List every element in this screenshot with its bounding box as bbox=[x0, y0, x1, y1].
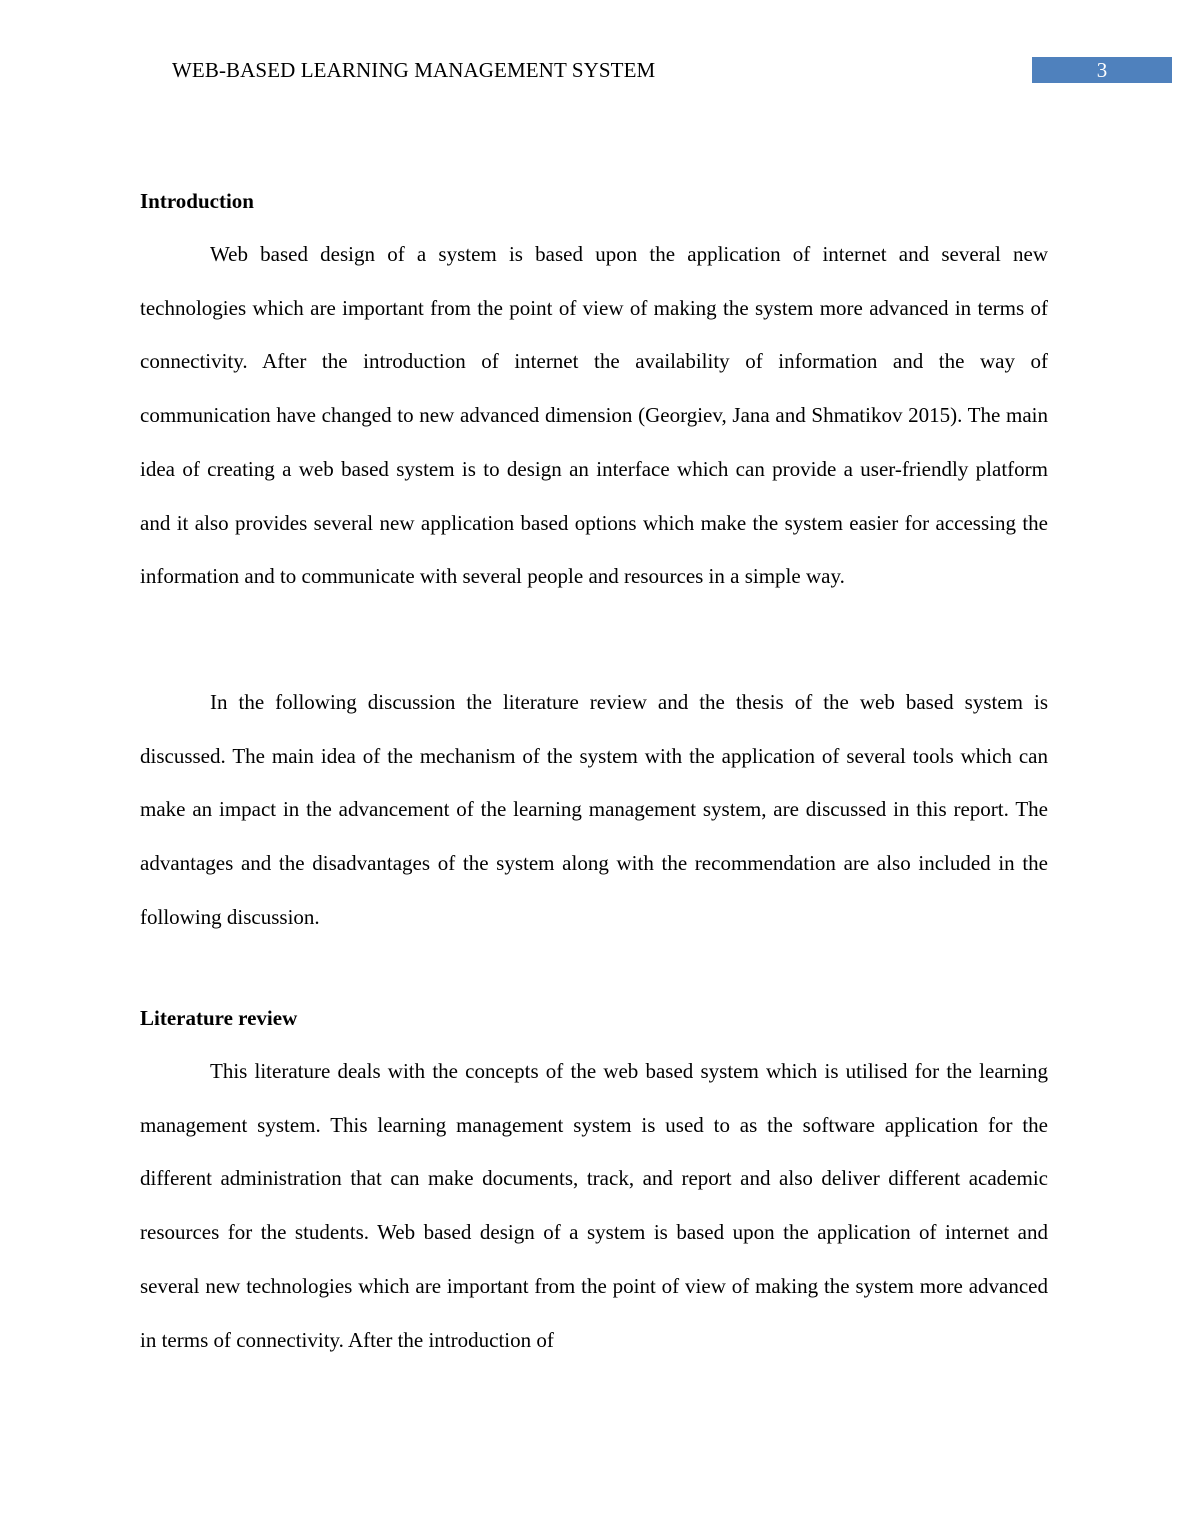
literature-review-heading: Literature review bbox=[140, 1006, 298, 1030]
introduction-paragraph-1: Web based design of a system is based upon the application of internet and several new technologies which are important from the point of view of making the system more advanced in terms of connectivity. After the introduction of internet the availability of information and the way of communication have changed to new advanced dimension (Georgiev, Jana and Shmatikov 2015). The main idea of creating a web based system is to design an interface which can provide a user-friendly platform and it also provides several new application based options which make the system easier for accessing the information and to communicate with several people and resources in a simple way. bbox=[140, 242, 1048, 589]
literature-review-paragraph-1: This literature deals with the concepts of the web based system which is utilised for the learning management system. This learning management system is used to as the software application for the different administration that can make documents, track, and report and also deliver different academic resources for the students. Web based design of a system is based upon the application of internet and several new technologies which are important from the point of view of making the system more advanced in terms of connectivity. After the introduction of bbox=[140, 1059, 1048, 1352]
introduction-paragraph-2: In the following discussion the literature review and the thesis of the web based system is discussed. The main idea of the mechanism of the system with the application of several tools which can make an impact in the advancement of the learning management system, are discussed in this report. The advantages and the disadvantages of the system along with the recommendation are also included in the following discussion. bbox=[140, 690, 1048, 929]
introduction-heading: Introduction bbox=[140, 189, 254, 213]
page-number-badge: 3 bbox=[1032, 57, 1172, 83]
running-head: WEB-BASED LEARNING MANAGEMENT SYSTEM bbox=[172, 58, 656, 82]
